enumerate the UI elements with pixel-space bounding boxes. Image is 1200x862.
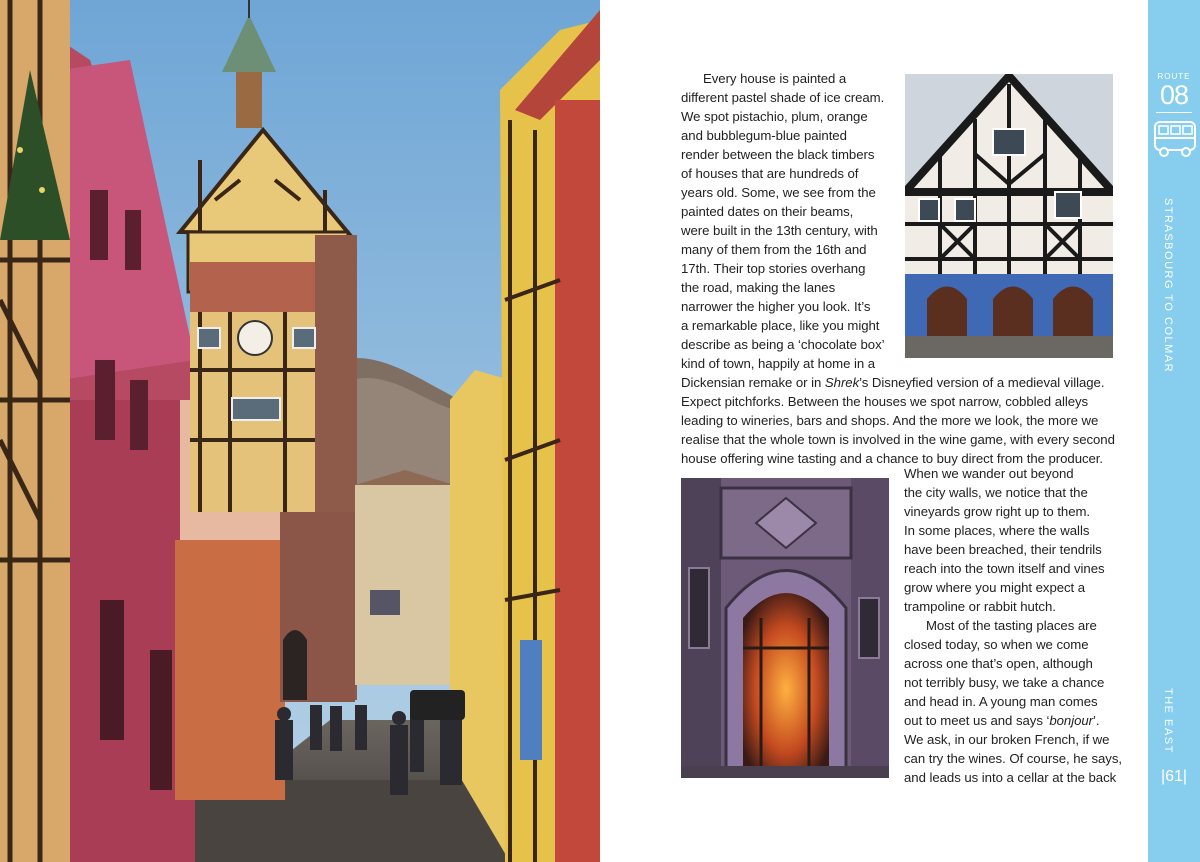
body-paragraph-2 [904, 464, 1144, 787]
body-paragraph-1 [681, 69, 901, 373]
text-line: kind of town, happily at home in a [681, 356, 876, 371]
route-title: STRASBOURG TO COLMAR [1162, 198, 1174, 374]
text-line: out to meet us and says ‘bonjour’. [904, 713, 1100, 728]
text-line: can try the wines. Of course, he says, [904, 751, 1122, 766]
text-line: a remarkable place, like you might [681, 318, 880, 333]
text-line: have been breached, their tendrils [904, 542, 1102, 557]
timbered-house-photo [905, 74, 1113, 358]
text-line: across one that’s open, although [904, 656, 1093, 671]
text-line: Most of the tasting places are [926, 618, 1097, 633]
text-line: years old. Some, we see from the [681, 185, 876, 200]
text-line: Expect pitchforks. Between the houses we spot narrow, cobbled alleys [681, 394, 1089, 409]
text-line: We spot pistachio, plum, orange [681, 109, 868, 124]
body-paragraph-full [681, 373, 1141, 468]
route-label: ROUTE [1157, 72, 1191, 81]
text-line: When we wander out beyond [904, 466, 1074, 481]
region-label: THE EAST [1162, 688, 1174, 754]
chapter-tab [1148, 0, 1200, 862]
text-line: describe as being a ‘chocolate box’ [681, 337, 885, 352]
text-line: Dickensian remake or in Shrek’s Disneyfied version of a medieval village. [681, 375, 1105, 390]
text-line: of houses that are hundreds of [681, 166, 859, 181]
text-line: different pastel shade of ice cream. [681, 90, 885, 105]
text-line: grow where you might expect a [904, 580, 1086, 595]
route-divider [1156, 112, 1192, 113]
text-line: the city walls, we notice that the [904, 485, 1088, 500]
text-line: reach into the town itself and vines [904, 561, 1105, 576]
text-line: not terribly busy, we take a chance [904, 675, 1105, 690]
text-line: We ask, in our broken French, if we [904, 732, 1110, 747]
text-line: many of them from the 16th and [681, 242, 867, 257]
text-line: 17th. Their top stories overhang [681, 261, 866, 276]
text-line: vineyards grow right up to them. [904, 504, 1091, 519]
text-line: realise that the whole town is involved in the wine game, with every second [681, 432, 1115, 447]
text-line: render between the black timbers [681, 147, 875, 162]
page-number: |61| [1160, 768, 1188, 785]
text-line: Every house is painted a [703, 71, 847, 86]
text-line: trampoline or rabbit hutch. [904, 599, 1056, 614]
text-line: the road, making the lanes [681, 280, 836, 295]
campervan-icon [1153, 118, 1197, 165]
doorway-photo [681, 478, 889, 778]
text-line: painted dates on their beams, [681, 204, 854, 219]
text-line: In some places, where the walls [904, 523, 1090, 538]
text-line: and bubblegum-blue painted [681, 128, 847, 143]
text-line: and head in. A young man comes [904, 694, 1098, 709]
text-line: house offering wine tasting and a chance to buy direct from the producer. [681, 451, 1104, 466]
text-line: narrower the higher you look. It’s [681, 299, 871, 314]
text-line: closed today, so when we come [904, 637, 1089, 652]
text-line: leading to wineries, bars and shops. And the more we look, the more we [681, 413, 1099, 428]
text-line: and leads us into a cellar at the back [904, 770, 1117, 785]
text-line: were built in the 13th century, with [681, 223, 878, 238]
route-number: 08 [1159, 80, 1189, 110]
